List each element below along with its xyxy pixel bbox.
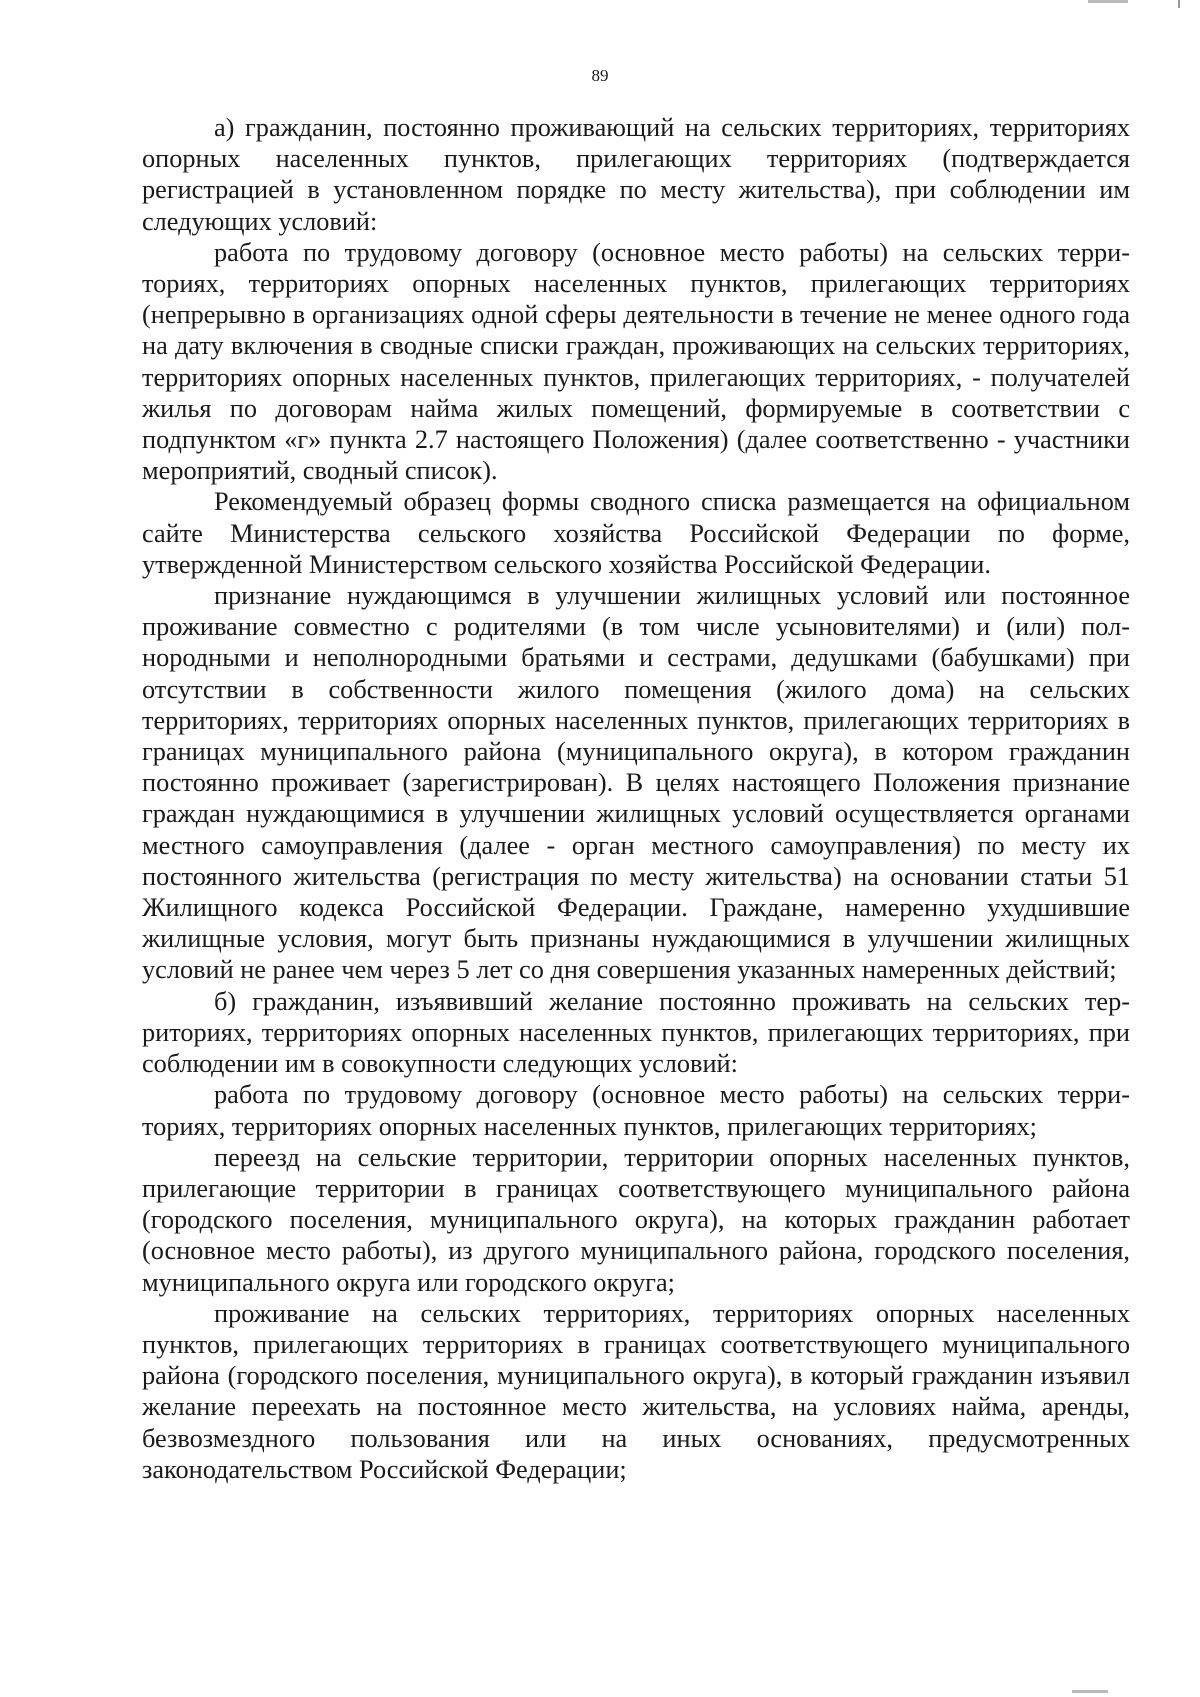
- page-number: 89: [591, 66, 609, 85]
- paragraph-a-condition-housing: признание нуждающимся в улучшении жилищных условий или постоянное проживание совместно с родителями (в том числе усыновителями) и (или) полнородными и неполнородными братьями и сестрами, дедушками (бабушками) при отсутствии в собственности жилого помещения (жилого дома) на сельских территориях, территориях опорных населенных пунктов, прилегающих территориях в границах муниципального района (муниципального округа), в котором гражданин постоянно проживает (зарегистрирован). В целях настоящего Положения признание граждан нуждающимися в улучшении жилищных условий осуществляется органами местного самоуправления (далее - орган местного самоуправления) по месту их постоянного жительства (регистрация по месту жительства) на основании статьи 51 Жилищного кодекса Российской Федерации. Граждане, намеренно ухудшившие жилищные условия, могут быть признаны нуждающимися в улучшении жилищных условий не ранее чем через 5 лет со дня совершения указанных намеренных действий;: [142, 581, 1130, 985]
- paragraph-a-condition-work: работа по трудовому договору (основное место работы) на сельских территориях, территориях опорных населенных пунктов, прилегающих территориях (непрерывно в организациях одной сферы деятельности в течение не менее одного года на дату включения в сводные списки граждан, проживающих на сельских территориях, территориях опорных населенных пунктов, прилегающих территориях, - получателей жилья по договорам найма жилых помещений, формируемые в соответствии с подпунктом «г» пункта 2.7 настоящего Положения) (далее соответственно - участники мероприятий, сводный список).: [142, 237, 1130, 486]
- paragraph-b-condition-work: работа по трудовому договору (основное место работы) на сельских территориях, территориях опорных населенных пунктов, прилегающих территориях;: [142, 1080, 1130, 1141]
- scan-edge-mark: [1178, 0, 1180, 8]
- document-body: [142, 112, 1130, 1485]
- scan-edge-mark: [1072, 1690, 1108, 1693]
- paragraph-form-sample: Рекомендуемый образец формы сводного списка размещается на официальном сайте Министерства сельского хозяйства Российской Федерации по форме, утвержденной Министерством сельского хозяйства Российской Федерации.: [142, 487, 1130, 579]
- paragraph-b-condition-relocation: переезд на сельские территории, территории опорных населенных пунктов, прилегающие территории в границах соответствующего муниципального района (городского поселения, муниципального округа), на которых гражданин работает (основное место работы), из другого муниципального района, городского поселения, муниципального округа или городского округа;: [142, 1142, 1130, 1297]
- scan-edge-mark: [1088, 0, 1128, 3]
- paragraph-b: б) гражданин, изъявивший желание постоянно проживать на сельских территориях, территориях опорных населенных пунктов, прилегающих территориях, при соблюдении им в совокупности следующих условий:: [142, 986, 1130, 1079]
- paragraph-a: а) гражданин, постоянно проживающий на сельских территориях, территориях опорных населенных пунктов, прилегающих территориях (подтверждается регистрацией в установленном порядке по месту жительства), при соблюдении им следующих условий:: [142, 113, 1130, 236]
- paragraph-b-condition-residence: проживание на сельских территориях, территориях опорных населенных пунктов, прилегающих территориях в границах соответствующего муниципального района (городского поселения, муниципального округа), в который гражданин изъявил желание переехать на постоянное место жительства, на условиях найма, аренды, безвозмездного пользования или на иных основаниях, предусмотренных законодательством Российской Федерации;: [142, 1298, 1130, 1484]
